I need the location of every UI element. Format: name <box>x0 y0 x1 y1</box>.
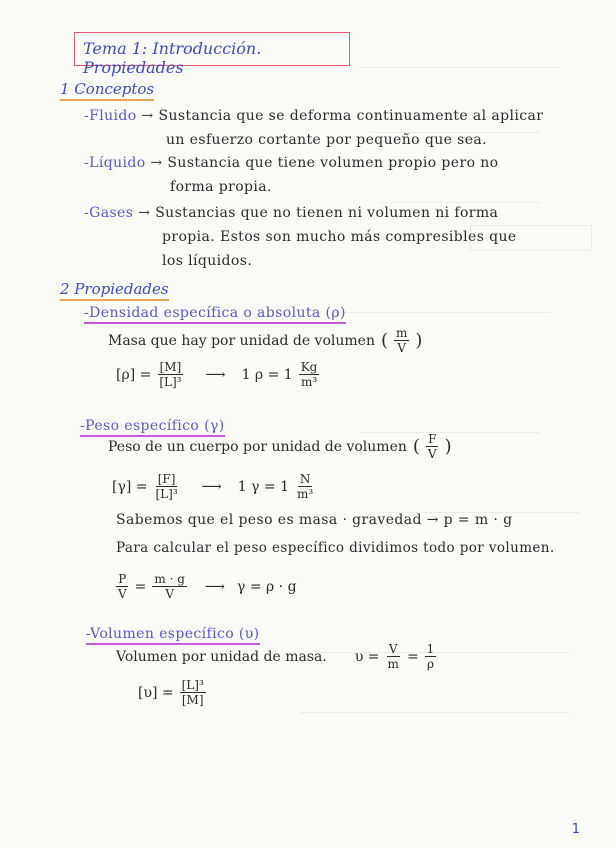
term-liquido: -Líquido <box>84 155 146 171</box>
definition-line: propia. Estos son mucho más compresibles que <box>162 229 517 245</box>
definition-line: Sustancias que no tienen ni volumen ni forma <box>155 205 499 221</box>
peso-note-line: Para calcular el peso específico dividimos todo por volumen. <box>116 540 555 556</box>
section-2-heading: 2 Propiedades <box>60 280 169 298</box>
term-fluido: -Fluido <box>84 108 137 124</box>
volumen-definition: Volumen por unidad de masa. υ = $\frac{V}{m}$ = $\frac{1}{\rho}$ <box>116 642 435 671</box>
definition-line: forma propia. <box>170 179 272 195</box>
arrow-icon: ⟶ <box>205 366 226 383</box>
volumen-dimension-formula: [υ] = $\frac{\text{[L]³}}{[M]}$ <box>138 678 204 707</box>
peso-dimension-formula: [γ] = $\frac{[F]}{\text{[L]³}}$ ⟶ 1 γ = 1 $\frac{N}{\text{m³}}$ <box>112 472 314 501</box>
peso-derivation-formula: $\frac{P}{V}$ = $\frac{m \cdot g}{V}$ ⟶ γ = ρ · g <box>118 572 297 601</box>
definition-line: un esfuerzo cortante por pequeño que sea. <box>166 132 488 148</box>
page-title: Tema 1: Introducción. Propiedades <box>83 39 262 77</box>
arrow-icon: ⟶ <box>204 578 225 595</box>
arrow-icon: ⟶ <box>201 478 222 495</box>
term-gases: -Gases <box>84 205 134 221</box>
densidad-definition: Masa que hay por unidad de volumen ( $\frac{m}{V}$ ) <box>108 326 423 355</box>
section-1-heading: 1 Conceptos <box>60 80 154 98</box>
densidad-title: -Densidad específica o absoluta (ρ) <box>84 305 346 321</box>
page-number: 1 <box>571 822 580 837</box>
definition-line: Sustancia que se deforma continuamente al aplicar <box>158 108 544 124</box>
peso-note-line: Sabemos que el peso es masa · gravedad → p = m · g <box>116 512 513 528</box>
peso-title: -Peso específico (γ) <box>80 418 225 434</box>
arrow-icon: → <box>141 108 154 124</box>
definition-line: Sustancia que tiene volumen propio pero no <box>167 155 499 171</box>
densidad-dimension-formula: [ρ] = $\frac{[M]}{\text{[L]³}}$ ⟶ 1 ρ = 1 $\frac{Kg}{\text{m³}}$ <box>116 360 318 389</box>
volumen-title: -Volumen específico (υ) <box>86 626 260 642</box>
peso-definition: Peso de un cuerpo por unidad de volumen ( $\frac{F}{V}$ ) <box>108 432 452 461</box>
arrow-icon: → <box>150 155 163 171</box>
arrow-icon: → <box>138 205 151 221</box>
definition-line: los líquidos. <box>162 253 253 269</box>
title-box <box>74 32 350 77</box>
